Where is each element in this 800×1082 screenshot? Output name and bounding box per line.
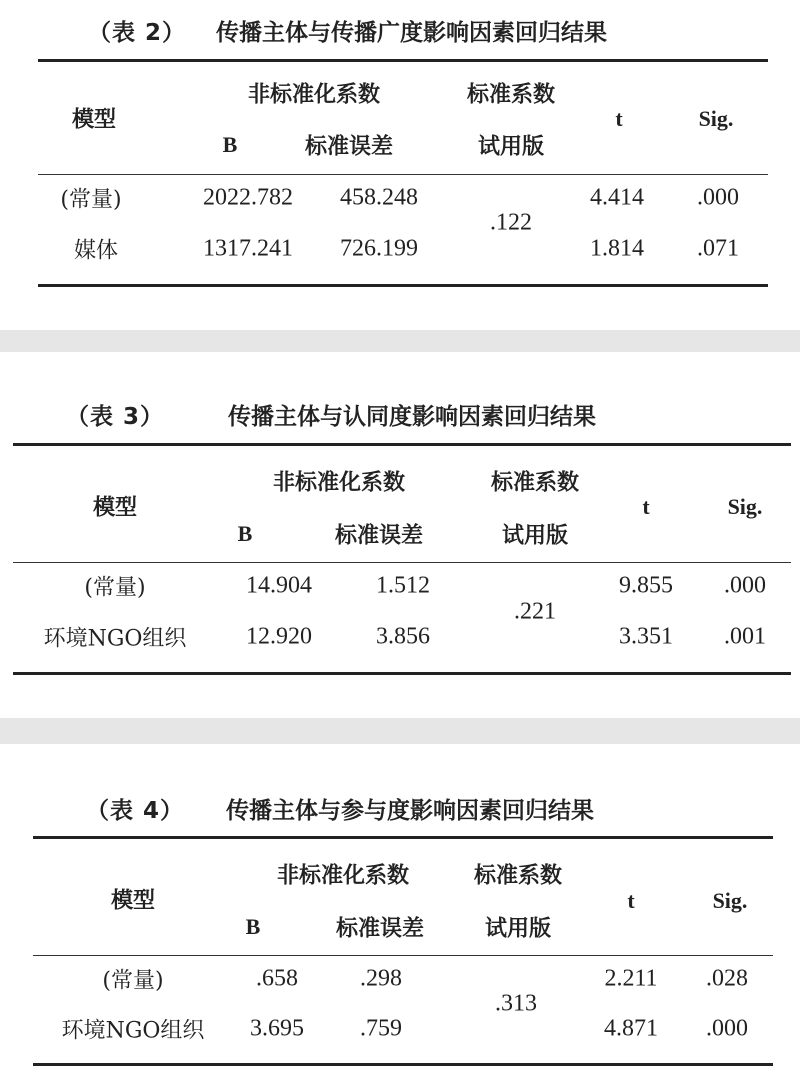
cell-b: 2022.782 — [203, 184, 293, 211]
row-label: (常量) — [84, 575, 146, 601]
regression-table — [33, 836, 773, 1066]
table-number: （表 4） — [86, 798, 185, 824]
header-std-error: 标准误差 — [304, 134, 394, 160]
cell-b: .658 — [256, 965, 298, 992]
row-label: (常量) — [60, 187, 122, 213]
row-label: 环境NGO组织 — [43, 626, 187, 652]
header-unstandardized: 非标准化系数 — [247, 82, 381, 108]
header-standardized: 标准系数 — [466, 82, 556, 108]
cell-t: 1.814 — [590, 235, 644, 262]
header-unstandardized: 非标准化系数 — [276, 863, 410, 889]
cell-beta: .221 — [514, 598, 556, 625]
cell-sig: .000 — [706, 1015, 748, 1042]
header-t: t — [642, 494, 650, 519]
cell-b: 14.904 — [246, 572, 312, 599]
cell-sig: .000 — [724, 572, 766, 599]
header-trial: 试用版 — [484, 916, 552, 942]
table-title: 传播主体与认同度影响因素回归结果 — [228, 404, 596, 430]
cell-b: 1317.241 — [203, 235, 293, 262]
header-t: t — [615, 106, 623, 131]
table-number: （表 2） — [88, 20, 187, 46]
header-divider — [13, 562, 791, 563]
row-label: (常量) — [102, 968, 164, 994]
header-divider — [38, 174, 768, 175]
header-sig: Sig. — [712, 888, 748, 913]
cell-t: 4.414 — [590, 184, 644, 211]
cell-std-error: .759 — [360, 1015, 402, 1042]
header-model: 模型 — [92, 495, 138, 521]
cell-t: 2.211 — [604, 965, 658, 992]
header-trial: 试用版 — [477, 134, 545, 160]
header-unstandardized: 非标准化系数 — [272, 470, 406, 496]
cell-sig: .001 — [724, 623, 766, 650]
row-label: 环境NGO组织 — [61, 1018, 205, 1044]
cell-beta: .313 — [495, 990, 537, 1017]
regression-table — [13, 443, 791, 675]
header-standardized: 标准系数 — [490, 470, 580, 496]
row-label: 媒体 — [73, 238, 119, 264]
cell-t: 9.855 — [619, 572, 673, 599]
table-number: （表 3） — [66, 404, 165, 430]
cell-sig: .071 — [697, 235, 739, 262]
header-b: B — [222, 132, 238, 157]
table-panel-4 — [0, 744, 800, 1082]
cell-beta: .122 — [490, 209, 532, 236]
cell-std-error: 726.199 — [340, 235, 418, 262]
cell-t: 3.351 — [619, 623, 673, 650]
cell-std-error: 3.856 — [376, 623, 430, 650]
cell-sig: .028 — [706, 965, 748, 992]
cell-t: 4.871 — [604, 1015, 658, 1042]
cell-std-error: .298 — [360, 965, 402, 992]
header-std-error: 标准误差 — [335, 916, 425, 942]
header-model: 模型 — [71, 107, 117, 133]
header-std-error: 标准误差 — [334, 523, 424, 549]
header-t: t — [627, 888, 635, 913]
header-sig: Sig. — [727, 494, 763, 519]
cell-b: 3.695 — [250, 1015, 304, 1042]
header-b: B — [245, 914, 261, 939]
regression-table — [38, 59, 768, 287]
table-panel-2 — [0, 0, 800, 330]
table-title: 传播主体与参与度影响因素回归结果 — [226, 798, 594, 824]
header-model: 模型 — [110, 888, 156, 914]
header-sig: Sig. — [698, 106, 734, 131]
table-panel-3 — [0, 352, 800, 718]
cell-b: 12.920 — [246, 623, 312, 650]
header-trial: 试用版 — [501, 523, 569, 549]
cell-sig: .000 — [697, 184, 739, 211]
cell-std-error: 458.248 — [340, 184, 418, 211]
header-b: B — [237, 521, 253, 546]
header-divider — [33, 955, 773, 956]
table-title: 传播主体与传播广度影响因素回归结果 — [216, 20, 607, 46]
header-standardized: 标准系数 — [473, 863, 563, 889]
cell-std-error: 1.512 — [376, 572, 430, 599]
